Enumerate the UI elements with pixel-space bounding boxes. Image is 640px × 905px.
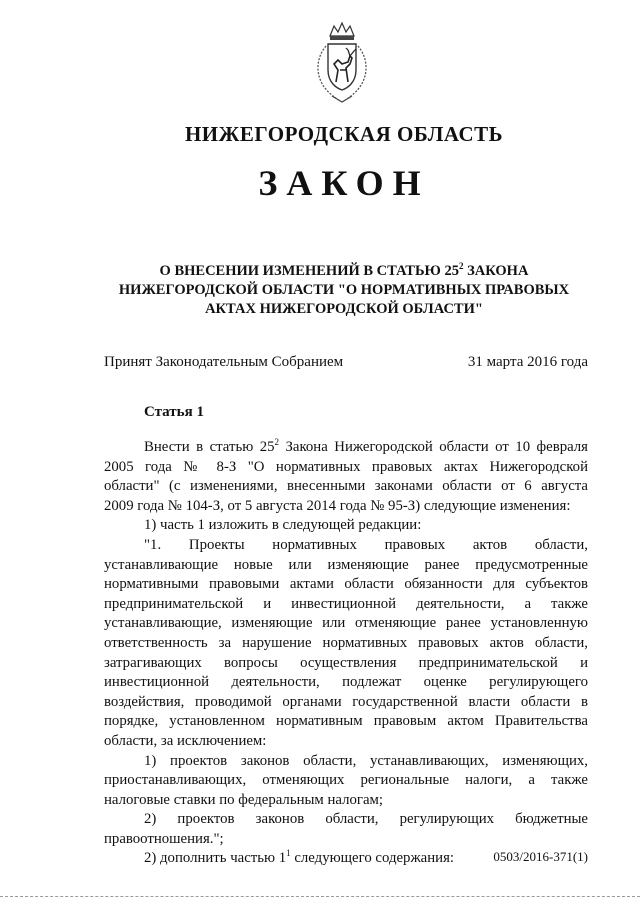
body-line: 2005 года № 8-З "О нормативных правовых актах Нижегородской — [104, 458, 588, 475]
region-name: НИЖЕГОРОДСКАЯ ОБЛАСТЬ — [184, 122, 504, 146]
quote-line: инвестиционной деятельности, подлежат оценке регулирующего — [104, 674, 588, 691]
body-line: 2009 года № 104-З, от 5 августа 2014 года № 95-З) следующие изменения: — [104, 497, 571, 514]
sub-item-1-line: налоговые ставки по федеральным налогам; — [104, 791, 384, 808]
sub-item-1-line: приостанавливающих, отменяющих региональные налоги, а также — [104, 772, 588, 789]
sub-item-1: 1) проектов законов области, устанавливающих, изменяющих, — [144, 752, 588, 769]
intro-line: Внести в статью $25^2$ Закона Нижегородской области от 10 февраля — [144, 437, 588, 455]
quote-line: устанавливающие новые или изменяющие ранее предусмотренные — [104, 556, 588, 573]
quote-line: области, за исключением: — [104, 732, 267, 749]
quote-line: воздействия, проводимой органами государственной власти области в — [104, 693, 588, 710]
nizhny-novgorod-coat-of-arms-icon — [310, 20, 374, 106]
law-title — [100, 262, 588, 319]
quote-line: затрагивающих вопросы осуществления предпринимательской и — [104, 654, 588, 671]
adopted-by: Принят Законодательным Собранием — [104, 354, 344, 370]
sub-item-2: 2) проектов законов области, регулирующих бюджетные — [144, 811, 588, 828]
quote-line: "1. Проекты нормативных правовых актов области, — [144, 536, 588, 553]
sub-item-2-line: правоотношения."; — [104, 830, 224, 847]
adoption-date: 31 марта 2016 года — [467, 354, 588, 370]
article-heading: Статья 1 — [144, 404, 204, 420]
document-code: 0503/2016-371(1) — [493, 849, 588, 864]
quote-line: нормативными правовыми актами области обязанности для субъектов — [104, 576, 588, 593]
item-1: 1) часть 1 изложить в следующей редакции: — [144, 517, 422, 534]
quote-line: устанавливающие, изменяющие или отменяющие ранее установленную — [104, 615, 588, 632]
quote-line: порядке, установленном нормативным правовым актом Правительства — [104, 713, 588, 730]
scan-edge-divider — [0, 896, 640, 899]
crown-shape — [330, 23, 354, 36]
law-title-line-3: АКТАХ НИЖЕГОРОДСКОЙ ОБЛАСТИ" — [205, 301, 483, 317]
coat-of-arms — [310, 20, 374, 106]
ribbon — [332, 96, 352, 102]
law-title-line-1: О ВНЕСЕНИИ ИЗМЕНЕНИЙ В СТАТЬЮ $25^2$ ЗАКОНА — [159, 261, 529, 279]
article-body — [104, 438, 588, 869]
crown-band — [330, 36, 354, 40]
shield — [328, 44, 356, 90]
item-2: 2) дополнить частью $1^1$ следующего содержания: — [144, 848, 454, 867]
quote-line: предпринимательской и инвестиционной деятельности, а также — [104, 595, 588, 612]
document-type: ЗАКОН — [258, 163, 430, 203]
quote-line: ответственность за нарушение нормативных правовых актов области, — [104, 634, 588, 651]
law-title-line-2: НИЖЕГОРОДСКОЙ ОБЛАСТИ "О НОРМАТИВНЫХ ПРАВОВЫХ — [118, 282, 570, 298]
body-line: области" (с изменениями, внесенными законами области от 6 августа — [104, 478, 588, 495]
